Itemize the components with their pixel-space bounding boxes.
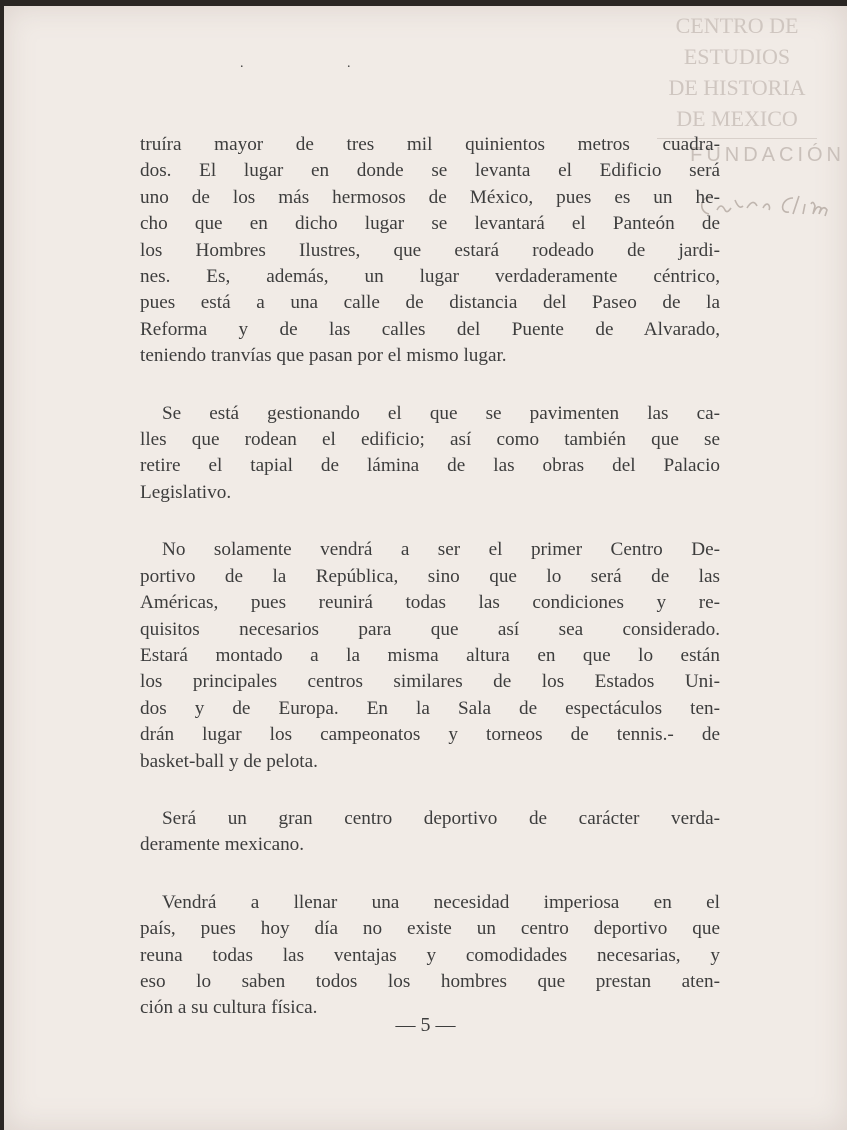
watermark-foundation: FUNDACIÓN (690, 144, 845, 166)
text-line: dos y de Europa. En la Sala de espectáculos ten- (140, 697, 720, 719)
text-line: lles que rodean el edificio; así como también que se (140, 429, 720, 451)
text-line: los Hombres Ilustres, que estará rodeado de jardi- (140, 239, 720, 261)
text-line: nes. Es, además, un lugar verdaderamente céntrico, (140, 266, 720, 288)
text-line: reuna todas las ventajas y comodidades necesarias, y (140, 944, 720, 966)
text-line: retire el tapial de lámina de las obras del Palacio (140, 455, 720, 477)
text-line: basket-ball y de pelota. (140, 750, 318, 772)
paragraph (140, 401, 720, 507)
text-line: portivo de la República, sino que lo será de las (140, 565, 720, 587)
watermark-line: CENTRO DE (675, 13, 799, 38)
text-line: quisitos necesarios para que así sea considerado. (140, 618, 720, 640)
text-line: teniendo tranvías que pasan por el mismo lugar. (140, 345, 507, 367)
text-line: Américas, pues reunirá todas las condiciones y re- (140, 592, 720, 614)
decorative-dots: . . (240, 56, 401, 71)
watermark-line: ESTUDIOS (683, 44, 791, 69)
text-line: No solamente vendrá a ser el primer Centro De- (162, 539, 720, 561)
text-line: Se está gestionando el que se pavimenten las ca- (162, 402, 720, 424)
text-line: Reforma y de las calles del Puente de Alvarado, (140, 318, 720, 340)
text-line: ción a su cultura física. (140, 997, 318, 1019)
body-text (140, 132, 720, 1053)
paragraph (140, 806, 720, 859)
text-line: dos. El lugar en donde se levanta el Edificio será (140, 160, 720, 182)
watermark-line: DE HISTORIA (668, 75, 806, 100)
text-line: Será un gran centro deportivo de carácter verda- (162, 807, 720, 829)
paragraph (140, 132, 720, 370)
text-line: uno de los más hermosos de México, pues es un he- (140, 186, 720, 208)
text-line: truíra mayor de tres mil quinientos metros cuadra- (140, 134, 720, 155)
text-line: cho que en dicho lugar se levantará el Panteón de (140, 213, 720, 235)
text-line: drán lugar los campeonatos y torneos de tennis.- de (140, 724, 720, 746)
text-line: Estará montado a la misma altura en que lo están (140, 644, 720, 666)
text-line: país, pues hoy día no existe un centro deportivo que (140, 918, 720, 940)
paragraph (140, 890, 720, 1022)
document-page (4, 6, 847, 1130)
text-line: eso lo saben todos los hombres que prestan aten- (140, 970, 720, 992)
text-line: los principales centros similares de los Estados Uni- (140, 671, 720, 693)
watermark-stamp (637, 10, 837, 139)
page-number: — 5 — (395, 1014, 456, 1036)
text-line: Legislativo. (140, 481, 232, 503)
text-line: Vendrá a llenar una necesidad imperiosa en el (162, 891, 720, 913)
text-line: deramente mexicano. (140, 834, 305, 856)
watermark-line: DE MEXICO (676, 106, 798, 131)
paragraph (140, 537, 720, 775)
text-line: pues está a una calle de distancia del Paseo de la (140, 292, 720, 314)
